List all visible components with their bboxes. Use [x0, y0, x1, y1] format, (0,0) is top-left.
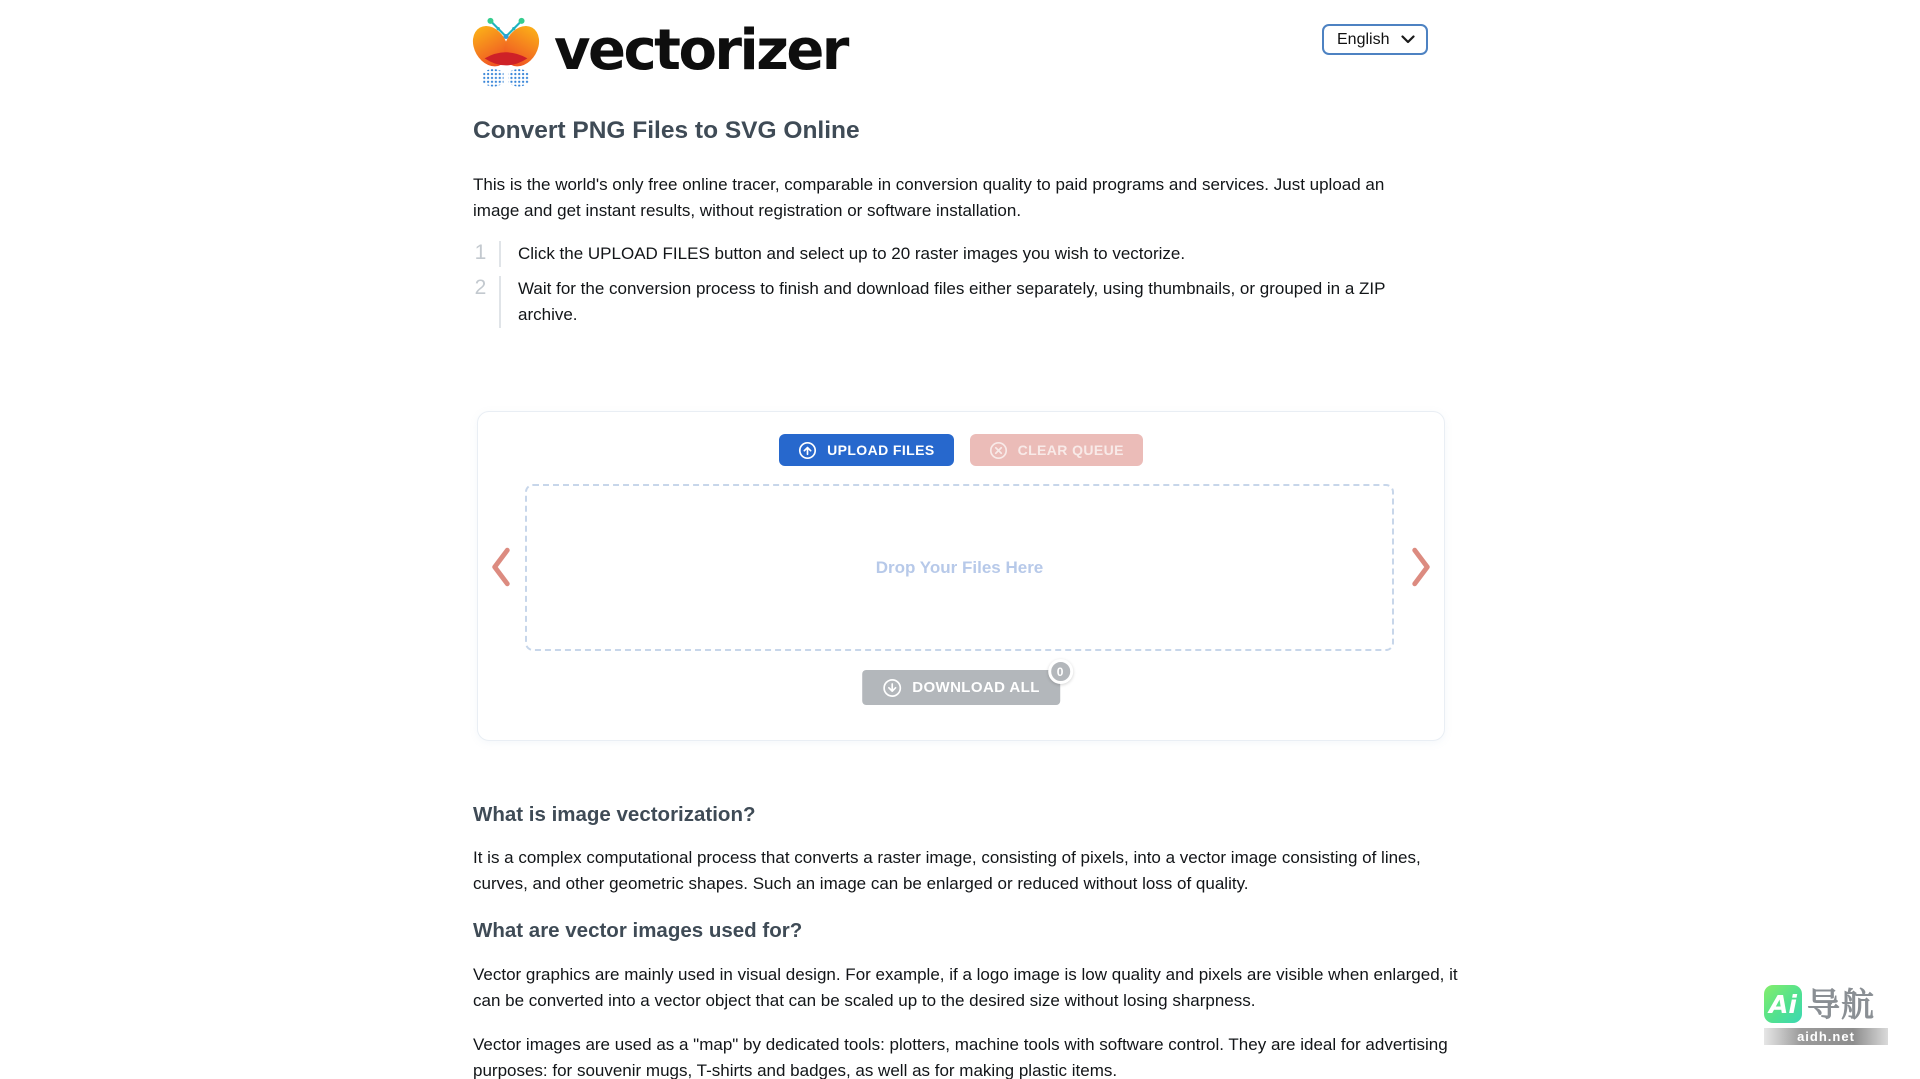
watermark-site-url: aidh.net	[1764, 1028, 1888, 1045]
step-text: Wait for the conversion process to finish and download files either separately, using thumbnails, or grouped in a ZIP archive.	[499, 276, 1436, 328]
download-all-button[interactable]	[862, 664, 1064, 705]
faq-title-vectorization: What is image vectorization?	[473, 803, 756, 826]
faq-title-usage: What are vector images used for?	[473, 919, 803, 942]
faq-paragraph: Vector images are used as a "map" by dedicated tools: plotters, machine tools with software control. They are ideal for advertising purposes: for souvenir mugs, T-shirts and badges, as well as for making plastic items.	[473, 1035, 1448, 1079]
prev-arrow-icon	[489, 546, 513, 588]
faq-paragraph: Vector graphics are mainly used in visual design. For example, if a logo image is low quality and pixels are visible when enlarged, it can be converted into a vector object that can be scaled up to the desired size without losing sharpness.	[473, 965, 1458, 1010]
instruction-steps	[471, 241, 1436, 337]
upload-files-button[interactable]	[779, 434, 953, 466]
download-circle-icon	[882, 678, 902, 698]
clear-queue-button[interactable]	[970, 434, 1143, 466]
uploader-actions	[478, 434, 1444, 466]
clear-circle-icon	[989, 441, 1008, 460]
watermark-logo	[1764, 985, 1890, 1023]
carousel-next-button[interactable]	[1409, 546, 1433, 588]
queue-count-badge: 0	[1048, 659, 1073, 684]
site-watermark	[1764, 985, 1890, 1045]
uploader-panel	[477, 411, 1445, 741]
next-arrow-icon	[1409, 546, 1433, 588]
carousel-prev-button[interactable]	[489, 546, 513, 588]
step-text: Click the UPLOAD FILES button and select up to 20 raster images you wish to vectorize.	[499, 241, 1185, 267]
chevron-down-icon	[1401, 35, 1415, 44]
drop-zone-label: Drop Your Files Here	[875, 557, 1044, 577]
file-drop-zone[interactable]	[525, 484, 1394, 651]
language-select-value: English	[1337, 30, 1390, 48]
upload-circle-icon	[798, 441, 817, 460]
step-item-1	[471, 241, 1436, 267]
download-all-label: DOWNLOAD ALL	[912, 679, 1040, 696]
clear-queue-label: CLEAR QUEUE	[1017, 442, 1124, 458]
step-number: 2	[474, 276, 487, 299]
ai-badge-icon: Ai	[1764, 985, 1802, 1023]
step-item-2	[471, 276, 1436, 328]
intro-description: This is the world's only free online tracer, comparable in conversion quality to paid programs and services. Just upload an image and get instant results, without registration or software installation.	[473, 175, 1385, 220]
language-select[interactable]	[1322, 24, 1428, 55]
step-number: 1	[474, 241, 487, 264]
page-title: Convert PNG Files to SVG Online	[473, 117, 860, 144]
watermark-label: 导航	[1807, 985, 1875, 1023]
logo-wordmark: vectorizer	[554, 18, 847, 83]
butterfly-logo-icon	[471, 14, 541, 92]
upload-files-label: UPLOAD FILES	[827, 442, 935, 458]
faq-paragraph: It is a complex computational process that converts a raster image, consisting of pixels, into a vector image consisting of lines, curves, and other geometric shapes. Such an image can be enlarged or reduced without loss of quality.	[473, 848, 1421, 893]
logo	[471, 14, 847, 92]
